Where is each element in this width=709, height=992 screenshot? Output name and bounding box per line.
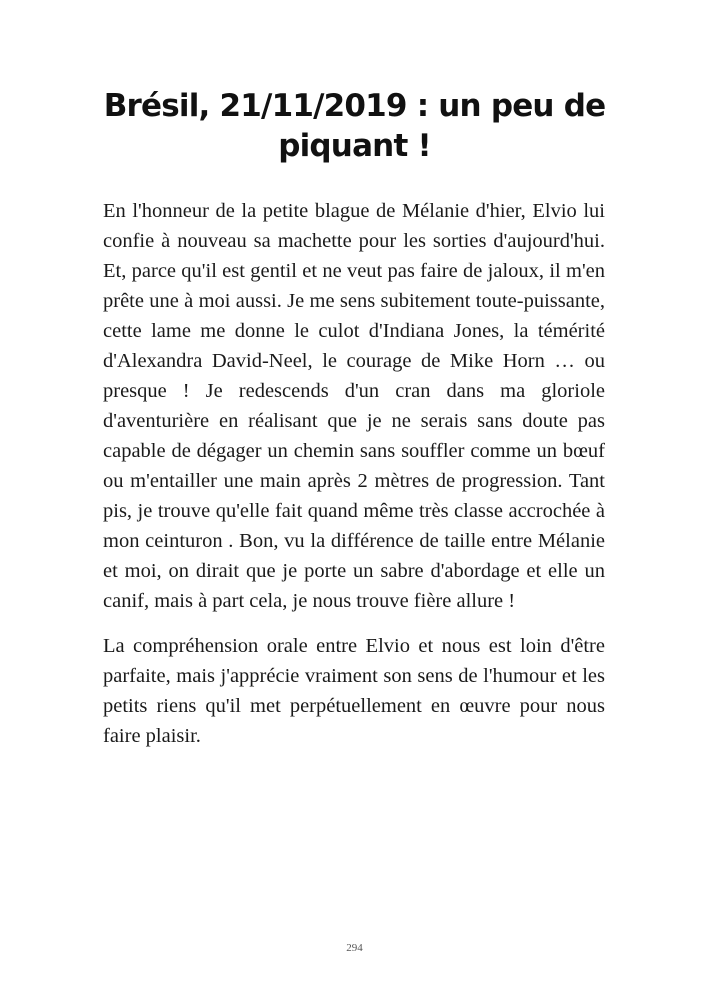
paragraph: La compréhension orale entre Elvio et nous est loin d'être parfaite, mais j'apprécie vraiment son sens de l'humour et les petits riens qu'il met perpétuellement en œuvre pour nous faire plaisir. [103,635,605,747]
page-number: 294 [346,942,363,954]
paragraph: En l'honneur de la petite blague de Mélanie d'hier, Elvio lui confie à nouveau sa machette pour les sorties d'aujourd'hui. Et, parce qu'il est gentil et ne veut pas faire de jaloux, il m'en prête une à moi aussi. Je me sens subitement toute-puissante, cette lame me donne le culot d'Indiana Jones, la témérité d'Alexandra David-Neel, le courage de Mike Horn … ou presque ! Je redescends d'un cran dans ma gloriole d'aventurière en réalisant que je ne serais sans doute pas capable de dégager un chemin sans souffler comme un bœuf ou m'entailler une main après 2 mètres de progression. Tant pis, je trouve qu'elle fait quand même très classe accrochée à mon ceinturon . Bon, vu la différence de taille entre Mélanie et moi, on dirait que je porte un sabre d'abordage et elle un canif, mais à part cela, je nous trouve fière allure ! [103,200,605,612]
body-text [103,196,605,766]
page-title: Brésil, 21/11/2019 : un peu de piquant ! [103,88,606,164]
